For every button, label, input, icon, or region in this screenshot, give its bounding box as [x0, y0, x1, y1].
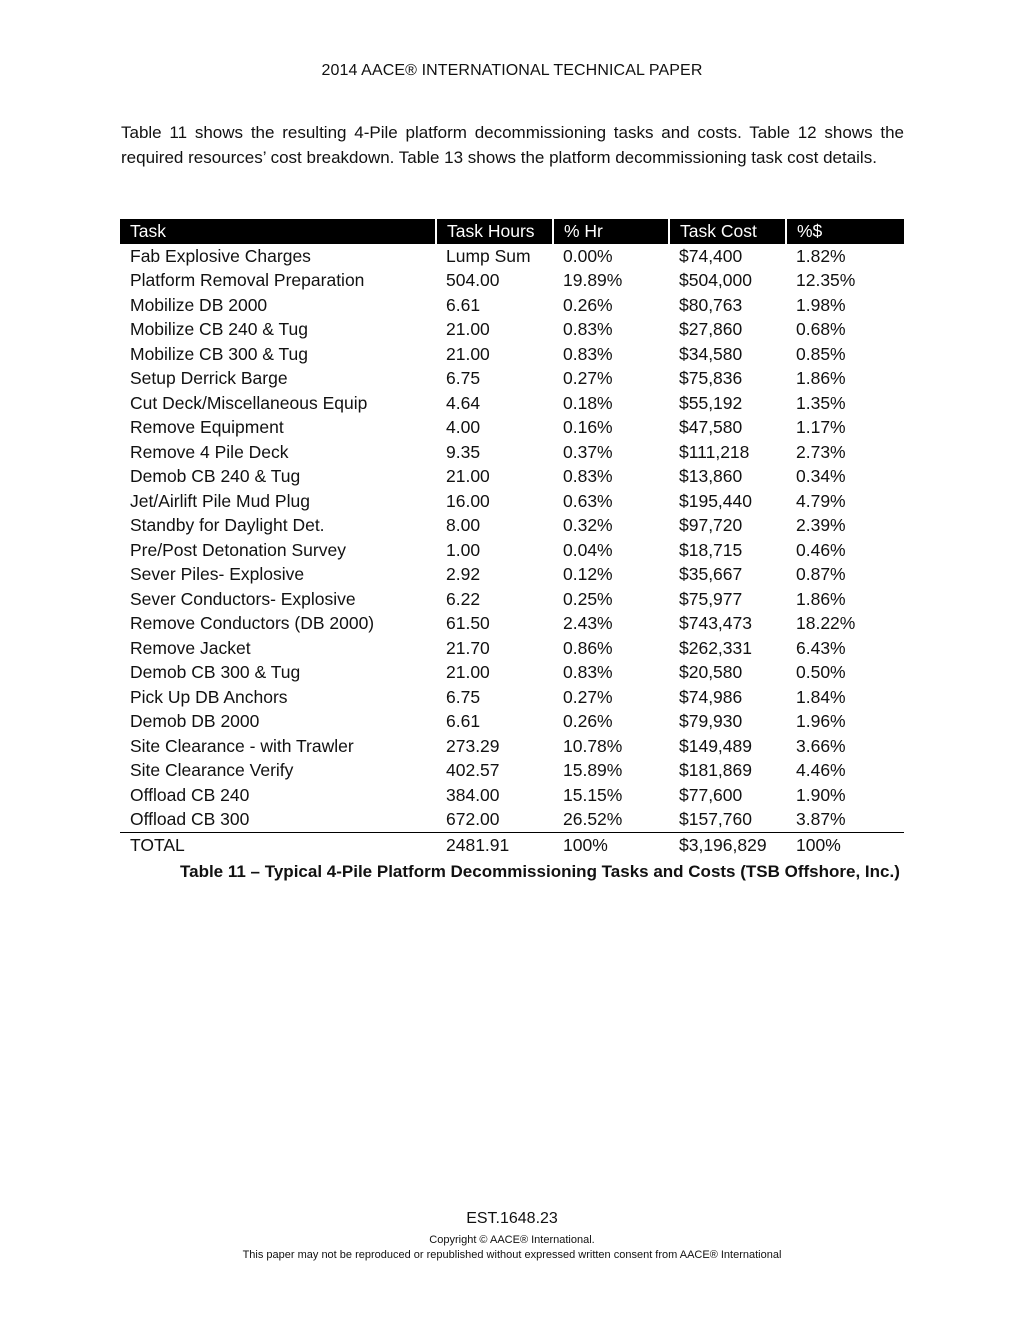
table-row	[120, 293, 904, 318]
cell-task-hours: Lump Sum	[446, 245, 531, 266]
table-body	[120, 244, 904, 858]
paper-code: EST.1648.23	[466, 1210, 558, 1227]
cell-pct-cost: 0.34%	[796, 466, 846, 486]
cell-pct-cost: 1.82%	[796, 245, 846, 266]
cell-pct-hours: 2.43%	[563, 613, 613, 633]
cell-task: Sever Piles- Explosive	[130, 564, 305, 584]
cell-task-hours: 4.00	[446, 417, 481, 437]
cell-pct-cost: 3.87%	[796, 809, 846, 829]
cell-task-cost: $743,473	[679, 613, 752, 633]
decommissioning-tasks-table	[120, 219, 904, 857]
cell-task: Remove Jacket	[130, 637, 251, 658]
cell-pct-hours: 0.16%	[563, 417, 613, 437]
cell-task-hours: 504.00	[446, 270, 500, 290]
cell-task: Cut Deck/Miscellaneous Equip	[130, 392, 368, 413]
cell-task-cost: $74,986	[679, 686, 743, 707]
table-row	[120, 660, 904, 685]
table-row	[120, 685, 904, 710]
table-caption: Table 11 – Typical 4-Pile Platform Decommissioning Tasks and Costs (TSB Offshore, Inc.)	[180, 862, 900, 881]
table-header-row	[120, 219, 904, 244]
cell-pct-hours: 0.63%	[563, 490, 613, 511]
cell-task-hours: 21.00	[446, 319, 490, 339]
table-row	[120, 440, 904, 465]
cell-task: Remove Equipment	[130, 417, 284, 437]
cell-task: Offload CB 300	[130, 809, 250, 829]
cell-task-hours: 21.00	[446, 343, 490, 364]
cell-pct-hours: 0.12%	[563, 564, 613, 584]
cell-pct-cost: 0.46%	[796, 539, 846, 560]
table-row	[120, 489, 904, 514]
page-header: 2014 AACE® INTERNATIONAL TECHNICAL PAPER	[321, 62, 703, 79]
table-header	[120, 219, 904, 244]
cell-task-cost: $111,218	[679, 441, 750, 462]
cell-pct-cost: 0.85%	[796, 343, 846, 364]
cell-pct-hours: 0.83%	[563, 319, 613, 339]
cell-task-cost: $55,192	[679, 392, 743, 413]
cell-pct-hours: 0.26%	[563, 294, 613, 315]
cell-pct-hours: 0.27%	[563, 686, 613, 707]
cell-task-cost: $75,977	[679, 588, 743, 609]
cell-task-hours: 6.75	[446, 368, 481, 388]
table-row	[120, 366, 904, 391]
table-row	[120, 587, 904, 612]
cell-pct-hours: 0.26%	[563, 711, 613, 731]
cell-task-cost: $75,836	[679, 368, 743, 388]
cell-pct-cost: 1.17%	[796, 417, 846, 437]
cell-task-hours: 6.61	[446, 294, 481, 315]
cell-pct-cost: 0.68%	[796, 319, 846, 339]
cell-pct-cost: 1.35%	[796, 392, 846, 413]
cell-pct-hours: 10.78%	[563, 735, 623, 756]
cell-task-hours: 2.92	[446, 564, 481, 584]
cell-task: Pre/Post Detonation Survey	[130, 539, 346, 560]
cell-pct-hours: 26.52%	[563, 809, 623, 829]
total-pct-cost: 100%	[786, 832, 904, 857]
cell-pct-cost: 4.46%	[796, 760, 846, 780]
cell-task-cost: $181,869	[679, 760, 752, 780]
cell-pct-hours: 0.18%	[563, 392, 613, 413]
cell-task-cost: $80,763	[679, 294, 743, 315]
cell-task: Mobilize DB 2000	[130, 294, 268, 315]
cell-pct-cost: 1.98%	[796, 294, 846, 315]
cell-task-hours: 6.22	[446, 588, 481, 609]
cell-task-hours: 16.00	[446, 490, 490, 511]
reproduction-notice: This paper may not be reproduced or republished without expressed written consent from AACE® International	[242, 1249, 782, 1261]
intro-paragraph: Table 11 shows the resulting 4-Pile platform decommissioning tasks and costs. Table 12 shows the required resources’ cost breakdown. Table 13 shows the platform decommissioning task cost details.	[121, 123, 904, 167]
cell-pct-cost: 18.22%	[796, 613, 856, 633]
cell-task: Offload CB 240	[130, 784, 250, 805]
cell-pct-hours: 15.89%	[563, 760, 623, 780]
cell-task-cost: $18,715	[679, 539, 743, 560]
copyright-line: Copyright © AACE® International.	[429, 1234, 595, 1246]
cell-pct-cost: 4.79%	[796, 490, 846, 511]
cell-task: Pick Up DB Anchors	[130, 686, 288, 707]
cell-pct-hours: 19.89%	[563, 270, 623, 290]
cell-pct-cost: 1.90%	[796, 784, 846, 805]
cell-pct-hours: 0.04%	[563, 539, 613, 560]
total-task-cost: $3,196,829	[669, 832, 786, 857]
cell-task-cost: $157,760	[679, 809, 752, 829]
cell-pct-cost: 12.35%	[796, 270, 856, 290]
cell-task-cost: $74,400	[679, 245, 743, 266]
cell-pct-hours: 0.37%	[563, 441, 613, 462]
table-row	[120, 807, 904, 832]
cell-task: Site Clearance - with Trawler	[130, 735, 354, 756]
cell-task: Platform Removal Preparation	[130, 270, 365, 290]
cell-task-hours: 6.75	[446, 686, 481, 707]
cell-task-hours: 384.00	[446, 784, 500, 805]
cell-task-cost: $149,489	[679, 735, 752, 756]
cell-task-cost: $97,720	[679, 515, 743, 535]
cell-pct-hours: 0.83%	[563, 343, 613, 364]
cell-pct-cost: 2.39%	[796, 515, 846, 535]
cell-task-cost: $47,580	[679, 417, 743, 437]
column-header-task-cost: Task Cost	[669, 219, 786, 244]
column-header-task-hours: Task Hours	[436, 219, 553, 244]
cell-pct-cost: 0.50%	[796, 662, 846, 682]
cell-task-hours: 402.57	[446, 760, 500, 780]
cell-task-cost: $35,667	[679, 564, 743, 584]
cell-pct-cost: 1.86%	[796, 368, 846, 388]
cell-task-cost: $77,600	[679, 784, 743, 805]
cell-task: Demob CB 240 & Tug	[130, 466, 301, 486]
cell-task-cost: $262,331	[679, 637, 752, 658]
cell-pct-cost: 2.73%	[796, 441, 846, 462]
total-task-hours: 2481.91	[436, 832, 553, 857]
table-row	[120, 415, 904, 440]
cell-task-cost: $13,860	[679, 466, 743, 486]
table-row	[120, 244, 904, 269]
cell-pct-cost: 1.96%	[796, 711, 846, 731]
cell-task: Remove 4 Pile Deck	[130, 441, 289, 462]
cell-pct-hours: 0.86%	[563, 637, 613, 658]
cell-task: Remove Conductors (DB 2000)	[130, 613, 375, 633]
cell-pct-cost: 0.87%	[796, 564, 846, 584]
cell-task-hours: 1.00	[446, 539, 481, 560]
cell-task: Mobilize CB 300 & Tug	[130, 343, 309, 364]
cell-task-cost: $79,930	[679, 711, 743, 731]
cell-task-cost: $195,440	[679, 490, 752, 511]
column-header-task: Task	[120, 219, 436, 244]
table-row	[120, 562, 904, 587]
cell-task: Site Clearance Verify	[130, 760, 294, 780]
cell-task: Demob DB 2000	[130, 711, 260, 731]
cell-task-cost: $34,580	[679, 343, 743, 364]
cell-task-hours: 672.00	[446, 809, 500, 829]
table-row	[120, 342, 904, 367]
cell-pct-hours: 0.83%	[563, 662, 613, 682]
total-row	[120, 832, 904, 857]
cell-task-hours: 273.29	[446, 735, 500, 756]
cell-task: Jet/Airlift Pile Mud Plug	[130, 490, 310, 511]
table-row	[120, 783, 904, 808]
table-row	[120, 538, 904, 563]
cell-task: Sever Conductors- Explosive	[130, 588, 356, 609]
cell-pct-cost: 1.84%	[796, 686, 846, 707]
cell-task: Demob CB 300 & Tug	[130, 662, 301, 682]
cell-pct-hours: 0.27%	[563, 368, 613, 388]
table-row	[120, 611, 904, 636]
cell-task-hours: 4.64	[446, 392, 481, 413]
cell-task-hours: 9.35	[446, 441, 481, 462]
table-row	[120, 636, 904, 661]
column-header-pct-cost: %$	[786, 219, 904, 244]
total-pct-hours: 100%	[553, 832, 669, 857]
table-row	[120, 709, 904, 734]
cell-task-hours: 8.00	[446, 515, 481, 535]
total-task: TOTAL	[120, 832, 436, 857]
column-header-pct-hours: % Hr	[553, 219, 669, 244]
cell-task-hours: 21.70	[446, 637, 490, 658]
cell-pct-hours: 0.32%	[563, 515, 613, 535]
table-row	[120, 268, 904, 293]
cell-task: Mobilize CB 240 & Tug	[130, 319, 309, 339]
cell-pct-cost: 1.86%	[796, 588, 846, 609]
cell-task-cost: $20,580	[679, 662, 743, 682]
table-row	[120, 391, 904, 416]
cell-pct-hours: 15.15%	[563, 784, 623, 805]
table-row	[120, 317, 904, 342]
table-row	[120, 464, 904, 489]
cell-task-cost: $504,000	[679, 270, 752, 290]
cell-pct-cost: 6.43%	[796, 637, 846, 658]
cell-pct-cost: 3.66%	[796, 735, 846, 756]
cell-task: Setup Derrick Barge	[130, 368, 288, 388]
cell-pct-hours: 0.25%	[563, 588, 613, 609]
cell-pct-hours: 0.83%	[563, 466, 613, 486]
cell-task-cost: $27,860	[679, 319, 743, 339]
cell-task: Standby for Daylight Det.	[130, 515, 325, 535]
cell-task: Fab Explosive Charges	[130, 245, 311, 266]
table-row	[120, 734, 904, 759]
table-row	[120, 758, 904, 783]
cell-task-hours: 21.00	[446, 466, 490, 486]
table-row	[120, 513, 904, 538]
cell-task-hours: 21.00	[446, 662, 490, 682]
cell-pct-hours: 0.00%	[563, 245, 613, 266]
cell-task-hours: 6.61	[446, 711, 481, 731]
cell-task-hours: 61.50	[446, 613, 490, 633]
